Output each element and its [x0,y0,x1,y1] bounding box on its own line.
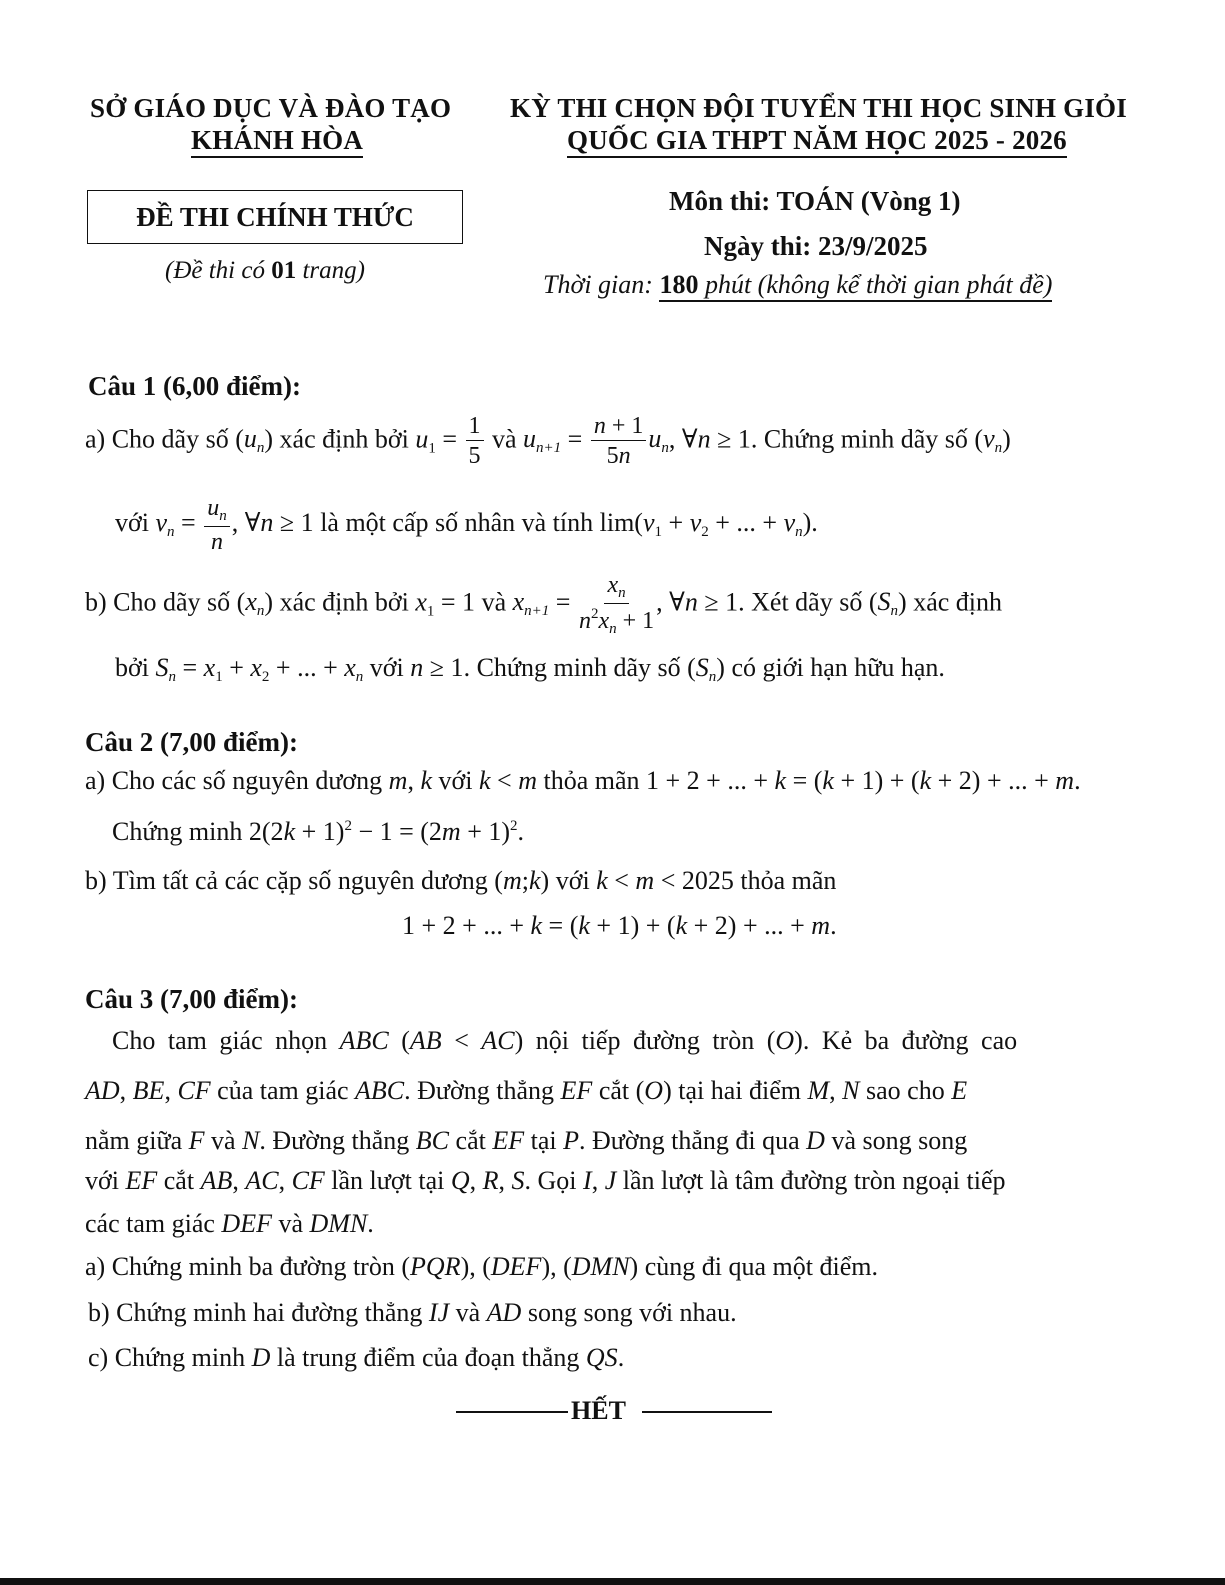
q3-line4: với EF cắt AB, AC, CF lần lượt tại Q, R, S. Gọi I, J lần lượt là tâm đường tròn ngoại tiếp [85,1166,1006,1195]
q1b-line2: bởi $S_n = x_1 + x_2$ + ... + $x_n$ với n ≥ 1. Chứng minh dãy số $(S_n)$ có giới hạn hữu hạn. [115,653,945,685]
q2b-line1: b) Tìm tất cả các cặp số nguyên dương (m;k) với k < m < 2025 thỏa mãn [85,866,837,895]
pages-note: (Đề thi có 01 trang) [165,257,365,284]
province-name: KHÁNH HÒA [191,125,363,158]
q1a-line2: với $v_n$ = $\frac{u_n}{n}$ , ∀n ≥ 1 là một cấp số nhân và tính $\lim(v_1 + v_2$ + ... + $v_n$). [115,495,818,555]
q3-title: Câu 3 (7,00 điểm): [85,984,298,1014]
exam-title-line1: KỲ THI CHỌN ĐỘI TUYỂN THI HỌC SINH GIỎI [510,93,1127,123]
q3b: b) Chứng minh hai đường thẳng IJ và AD song song với nhau. [88,1298,737,1327]
bottom-border [0,1578,1225,1585]
q1-title: Câu 1 (6,00 điểm): [88,371,301,401]
q2a-line1: a) Cho các số nguyên dương m, k với k < m thỏa mãn 1 + 2 + ... + k = (k + 1) + (k + 2) + ... + m. [85,766,1081,795]
q2b-equation: 1 + 2 + ... + k = (k + 1) + (k + 2) + ... + m. [402,911,837,940]
q1a-line1: a) Cho dãy số $(u_n)$ xác định bởi $u_1$ = $\frac{1}{5}$ và $u_{n+1}$ = $\frac{n + 1}{5n}$ $u_n$, ∀n ≥ 1. Chứng minh dãy số $(v_n)$ [85,413,1011,470]
q3-line5: các tam giác DEF và DMN. [85,1209,374,1238]
end-divider-right [642,1411,772,1413]
end-divider-left [456,1411,568,1413]
time-line: Thời gian: 180 phút (không kể thời gian phát đề) [543,270,1052,300]
q2-title: Câu 2 (7,00 điểm): [85,727,298,757]
q3-line3: nằm giữa F và N. Đường thẳng BC cắt EF tại P. Đường thẳng đi qua D và song song [85,1126,968,1155]
subject-line: Môn thi: TOÁN (Vòng 1) [669,186,961,216]
q3-line1: Cho tam giác nhọn ABC (AB < AC) nội tiếp đường tròn (O). Kẻ ba đường cao [112,1026,1018,1055]
q3-line2: AD, BE, CF của tam giác ABC. Đường thẳng EF cắt (O) tại hai điểm M, N sao cho E [85,1076,968,1105]
department-name: SỞ GIÁO DỤC VÀ ĐÀO TẠO [90,93,452,123]
exam-title-line2: QUỐC GIA THPT NĂM HỌC 2025 - 2026 [567,125,1067,158]
q3c: c) Chứng minh D là trung điểm của đoạn thẳng QS. [88,1343,625,1372]
end-marker: HẾT [571,1396,626,1425]
exam-date: Ngày thi: 23/9/2025 [704,231,928,261]
q3a: a) Chứng minh ba đường tròn (PQR), (DEF), (DMN) cùng đi qua một điểm. [85,1252,878,1281]
q2a-line2: Chứng minh $2(2k + 1)^2 - 1 = (2m + 1)^2$. [112,817,525,846]
q1b-line1: b) Cho dãy số $(x_n)$ xác định bởi $x_1 = 1$ và $x_{n+1}$ = $\frac{x_n}{n^2x_n + 1}$ , ∀n ≥ 1. Xét dãy số $(S_n)$ xác định [85,572,1002,637]
official-exam-box: ĐỀ THI CHÍNH THỨC [87,190,463,244]
